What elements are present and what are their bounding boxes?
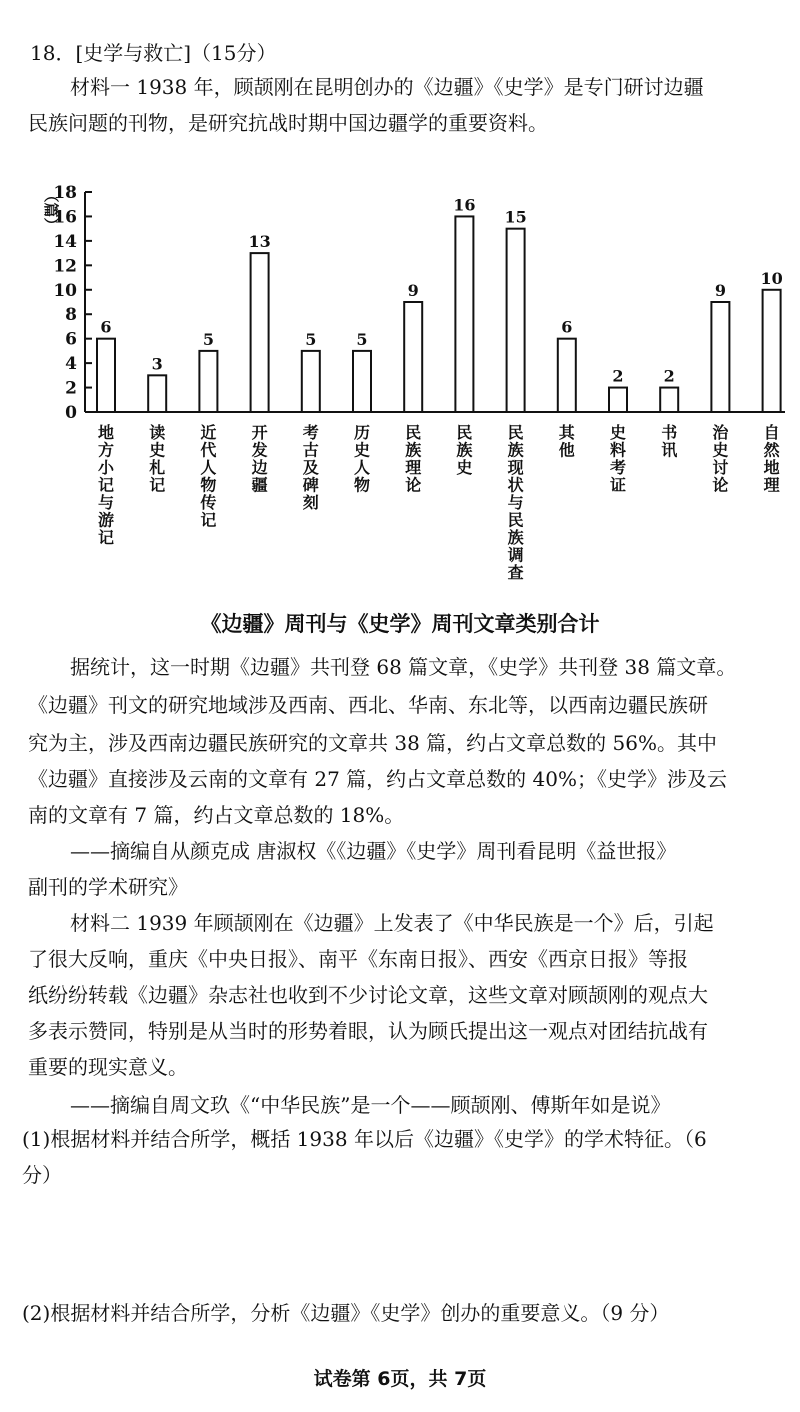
- category-label: 开发边疆: [251, 423, 268, 495]
- bar: [97, 339, 115, 412]
- category-label: 历史人物: [353, 423, 371, 495]
- y-tick-label: 0: [65, 403, 77, 423]
- sub-question-1-line: (1)根据材料并结合所学，概括 1938 年以后《边疆》《史学》的学术特征。（6: [22, 1127, 707, 1151]
- sub-question-2: (2)根据材料并结合所学，分析《边疆》《史学》创办的重要意义。（9 分）: [22, 1301, 670, 1325]
- chart-title: 《边疆》周刊与《史学》周刊文章类别合计: [200, 612, 600, 636]
- bar-chart: [0, 170, 800, 600]
- stats-line: 《边疆》刊文的研究地域涉及西南、西北、华南、东北等，以西南边疆民族研: [28, 693, 708, 717]
- y-tick-label: 6: [65, 329, 77, 350]
- bar-value-label: 15: [504, 207, 527, 227]
- source-citation-2: ——摘编自周文玖《“中华民族”是一个——顾颉刚、傅斯年如是说》: [70, 1093, 671, 1117]
- bar-value-label: 3: [151, 354, 163, 374]
- y-tick-label: 2: [65, 378, 77, 399]
- bar: [455, 216, 473, 412]
- material-2-line: 了很大反响，重庆《中央日报》、南平《东南日报》、西安《西京日报》等报: [28, 947, 688, 971]
- stats-line: 《边疆》直接涉及云南的文章有 27 篇，约占文章总数的 40%；《史学》涉及云: [28, 767, 727, 791]
- bar-value-label: 2: [612, 366, 624, 386]
- y-axis-label: （篇）: [42, 187, 60, 233]
- material-2-line: 纸纷纷转载《边疆》杂志社也收到不少讨论文章，这些文章对顾颉刚的观点大: [28, 983, 708, 1007]
- y-tick-label: 14: [53, 231, 77, 252]
- bar-value-label: 10: [760, 268, 783, 288]
- material-1-line: 材料一 1938 年，顾颉刚在昆明创办的《边疆》《史学》是专门研讨边疆: [70, 75, 704, 99]
- page-footer: 试卷第 6页，共 7页: [313, 1368, 487, 1390]
- bar: [199, 351, 217, 412]
- category-label: 近代人物传记: [200, 423, 217, 530]
- y-tick-label: 12: [53, 256, 77, 277]
- bar-value-label: 9: [407, 281, 419, 300]
- category-label: 其他: [558, 423, 575, 460]
- category-label: 自然地理: [763, 423, 780, 495]
- bar-value-label: 6: [561, 317, 573, 337]
- bar: [660, 388, 678, 412]
- category-label: 考古及碑刻: [302, 423, 319, 512]
- material-2-line: 材料二 1939 年顾颉刚在《边疆》上发表了《中华民族是一个》后，引起: [70, 911, 714, 935]
- bar: [302, 351, 320, 412]
- category-label: 史料考证: [609, 423, 627, 495]
- material-2-line: 重要的现实意义。: [28, 1055, 188, 1079]
- stats-line: 据统计，这一时期《边疆》共刊登 68 篇文章，《史学》共刊登 38 篇文章。: [70, 655, 737, 679]
- y-tick-label: 10: [53, 280, 77, 301]
- bar: [711, 302, 729, 412]
- category-label: 书讯: [661, 423, 678, 460]
- bar-value-label: 6: [100, 317, 112, 337]
- category-label: 民族史: [456, 423, 473, 477]
- source-line: 副刊的学术研究》: [28, 875, 188, 899]
- bar: [404, 302, 422, 412]
- y-tick-label: 18: [53, 183, 77, 203]
- stats-line: 究为主，涉及西南边疆民族研究的文章共 38 篇，约占文章总数的 56%。其中: [28, 731, 717, 755]
- material-2-line: 多表示赞同，特别是从当时的形势着眼，认为顾氏提出这一观点对团结抗战有: [28, 1019, 708, 1043]
- category-label: 民族理论: [405, 423, 422, 495]
- stats-line: 南的文章有 7 篇，约占文章总数的 18%。: [28, 803, 405, 827]
- category-label: 地方小记与游记: [97, 423, 115, 547]
- bar: [251, 253, 269, 412]
- category-label: 民族现状与民族调查: [507, 423, 524, 582]
- bar-value-label: 5: [202, 329, 214, 349]
- category-label: 读史札记: [149, 423, 166, 495]
- y-tick-label: 16: [53, 207, 77, 228]
- y-tick-label: 8: [65, 305, 77, 326]
- material-1-line: 民族问题的刊物，是研究抗战时期中国边疆学的重要资料。: [28, 111, 548, 135]
- y-tick-label: 4: [65, 354, 77, 375]
- bar: [148, 375, 166, 412]
- bar-value-label: 5: [305, 329, 317, 349]
- bar: [609, 388, 627, 412]
- bar-value-label: 9: [714, 281, 726, 300]
- sub-question-1-line: 分）: [22, 1163, 62, 1187]
- bar: [353, 351, 371, 412]
- bar-value-label: 2: [663, 366, 675, 386]
- bar-value-label: 5: [356, 329, 368, 349]
- category-label: 治史讨论: [712, 423, 729, 495]
- bar-value-label: 13: [248, 232, 271, 252]
- question-heading: 18．[史学与救亡]（15分）: [30, 41, 277, 65]
- bar: [558, 339, 576, 412]
- bar: [763, 290, 781, 412]
- bar: [507, 229, 525, 412]
- bar-value-label: 16: [453, 195, 476, 215]
- source-line: ——摘编自从颜克成 唐淑权《《边疆》《史学》周刊看昆明《益世报》: [70, 839, 677, 863]
